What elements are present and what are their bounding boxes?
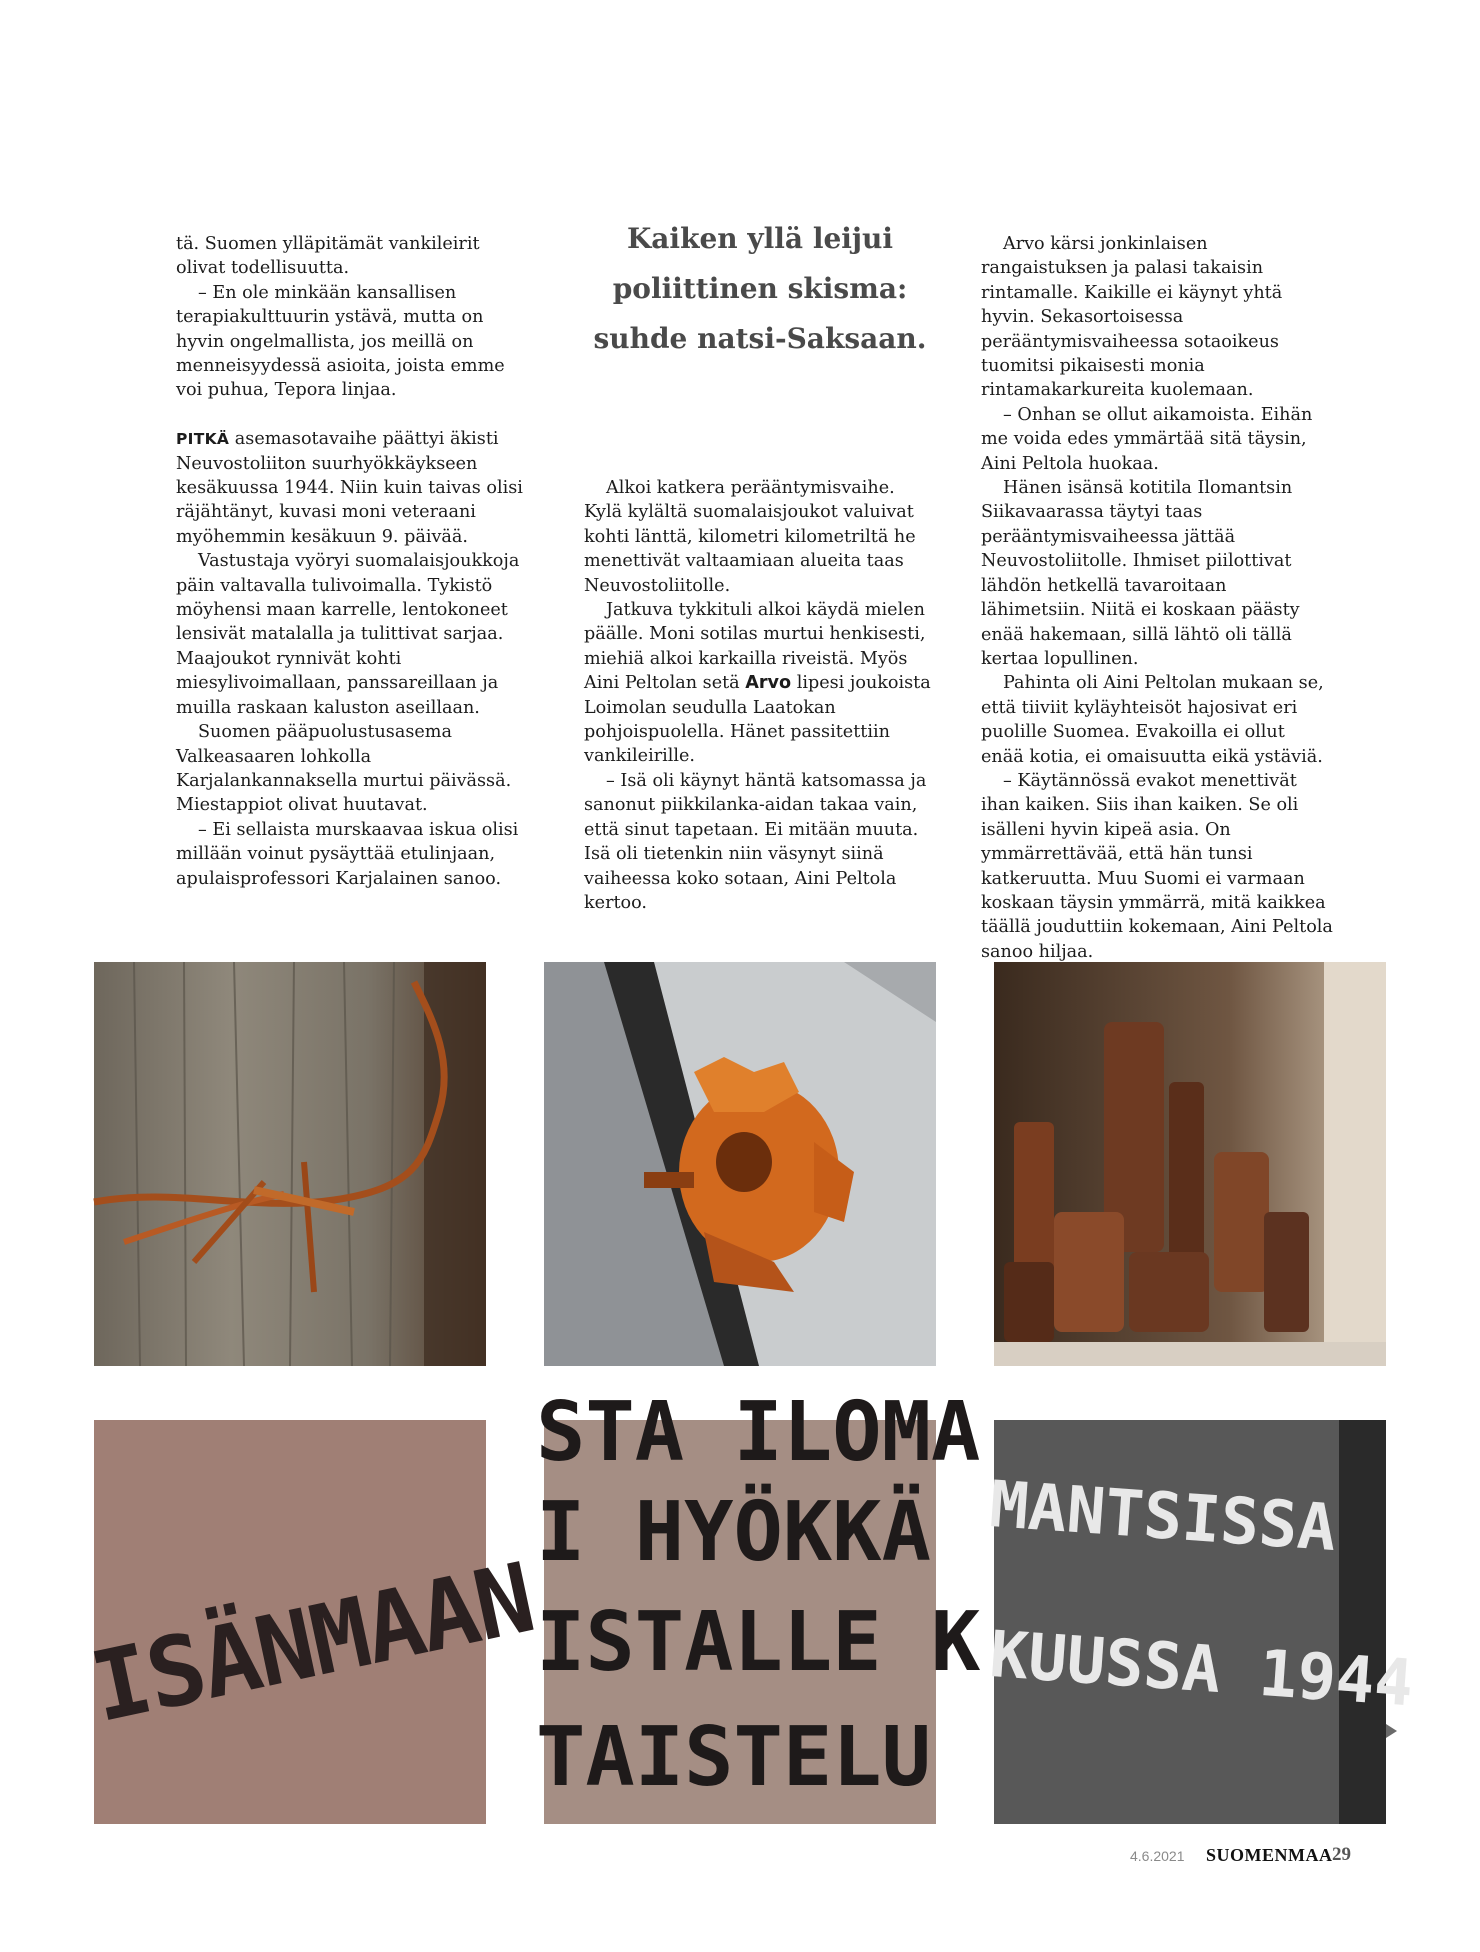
paragraph: [584, 598, 936, 769]
stone-inscription-line-4: TAISTELU: [536, 1710, 931, 1805]
pull-quote: Kaiken yllä leijui poliittinen skisma: suhde natsi-Saksaan.: [593, 222, 927, 355]
photo-granite-isanmaan: [82, 1420, 542, 1824]
paragraph: – Ei sellaista murskaavaa iskua olisi millään voinut pysäyttää etulinjaan, apulaisprofessori Karjalainen sanoo.: [176, 819, 519, 889]
bold-name: Arvo: [745, 673, 792, 694]
photo-rusty-shells: [994, 962, 1386, 1366]
article-column-1: [176, 232, 528, 891]
paragraph: Vastustaja vyöryi suomalaisjoukkoja päin valtavalla tulivoimalla. Tykistö möyhensi maan karrelle, lentokoneet lensivät matalalla ja tulittivat sarjaa. Maajoukot rynnivät kohti miesylivoimallaan, panssareillaan ja muilla raskaan kaluston aseillaan.: [176, 551, 520, 718]
paragraph-text: lipesi joukoista Loimolan seudulla Laatokan pohjoispuolella. Hänet passitettiin vankileirille.: [584, 673, 931, 767]
rusty-shells-image: [994, 962, 1386, 1366]
paragraph-text: asemasotavaihe päättyi äkisti Neuvostoliiton suurhyökkäykseen kesäkuussa 1944. Niin kuin taivas olisi räjähtänyt, kuvasi moni veteraani myöhemmin kesäkuun 9. päivää.: [176, 429, 523, 547]
stone-inscription-line-2: I HYÖKKÄ: [536, 1485, 931, 1580]
paragraph: Alkoi katkera perääntymisvaihe. Kylä kylältä suomalaisjoukot valuivat kohti länttä, kilometri kilometriltä he menettivät valtaamiaan alueita taas Neuvostoliitolle.: [584, 478, 916, 596]
granite-inscription-image: [987, 1420, 1416, 1824]
stone-inscription-line-1: MANTSISSA: [987, 1468, 1339, 1567]
photo-rusty-fragment: [544, 962, 936, 1366]
issue-date: 4.6.2021: [1130, 1848, 1185, 1864]
granite-inscription-image: [536, 1385, 981, 1824]
continue-arrow-icon: [1386, 1724, 1397, 1738]
paragraph: Pahinta oli Aini Peltolan mukaan se, että tiiviit kyläyhteisöt hajosivat eri puolille Suomea. Evakoilla ei ollut enää kotia, ei omaisuutta eikä ystäviä.: [981, 673, 1324, 767]
stone-inscription-line-1: STA ILOMA: [536, 1385, 981, 1480]
page-number: 29: [1332, 1844, 1351, 1865]
article-column-3: [981, 232, 1333, 964]
photo-barbed-wire: [94, 962, 486, 1366]
paragraph: – Isä oli käynyt häntä katsomassa ja sanonut piikkilanka-aidan takaa vain, että sinut tapetaan. Ei mitään muuta. Isä oli tietenkin niin väsynyt siinä vaiheessa koko sotaan, Aini Peltola kertoo.: [584, 770, 927, 913]
stone-inscription: ISÄNMAAN: [82, 1541, 542, 1745]
paragraph: – En ole minkään kansallisen terapiakulttuurin ystävä, mutta on hyvin ongelmallista, jos meillä on menneisyydessä asioita, joista emme voi puhua, Tepora linjaa.: [176, 282, 505, 401]
paragraph: – Käytännössä evakot menettivät ihan kaiken. Siis ihan kaiken. Se oli isälleni hyvin kipeä asia. On ymmärrettävää, että hän tunsi katkeruutta. Muu Suomi ei varmaan koskaan täysin ymmärrä, mitä kaikkea täällä jouduttiin kokemaan, Aini Peltola sanoo hiljaa.: [981, 770, 1333, 962]
section-kicker: PITKÄ: [176, 430, 230, 449]
barbed-wire-image: [94, 962, 486, 1366]
photo-granite-hyokka: [536, 1385, 981, 1824]
stone-inscription-line-3: ISTALLE K: [536, 1595, 981, 1690]
paragraph: Arvo kärsi jonkinlaisen rangaistuksen ja palasi takaisin rintamalle. Kaikille ei käynyt yhtä hyvin. Sekasortoisessa perääntymisvaiheessa sotaoikeus tuomitsi pikaisesti monia rintamakarkureita kuolemaan.: [981, 234, 1283, 401]
photo-granite-1944: [987, 1420, 1416, 1824]
paragraph-text: Jatkuva tykkituli alkoi käydä mielen päälle. Moni sotilas murtui henkisesti, miehiä alkoi karkailla riveistä. Myös Aini Peltolan setä: [584, 600, 926, 694]
article-column-2: [584, 476, 936, 915]
paragraph: Suomen pääpuolustusasema Valkeasaaren lohkolla Karjalankannaksella murtui päivässä. Miestappiot olivat huutavat.: [176, 722, 512, 816]
paragraph: Hänen isänsä kotitila Ilomantsin Siikavaarassa täytyi taas perääntymisvaiheessa jättää Neuvostoliitolle. Ihmiset piilottivat lähdön hetkellä tavaroitaan lähimetsiin. Niitä ei koskaan päästy enää hakemaan, sillä lähtö oli tällä kertaa lopullinen.: [981, 478, 1300, 669]
rusty-fragment-image: [544, 962, 936, 1366]
stone-inscription-line-2: KUUSSA 1944: [987, 1618, 1416, 1722]
magazine-brand: SUOMENMAA: [1206, 1845, 1333, 1865]
paragraph-with-kicker: [176, 427, 528, 549]
paragraph: – Onhan se ollut aikamoista. Eihän me voida edes ymmärtää sitä täysin, Aini Peltola huokaa.: [981, 404, 1313, 474]
paragraph: tä. Suomen ylläpitämät vankileirit olivat todellisuutta.: [176, 234, 480, 279]
granite-inscription-image: [82, 1420, 542, 1824]
